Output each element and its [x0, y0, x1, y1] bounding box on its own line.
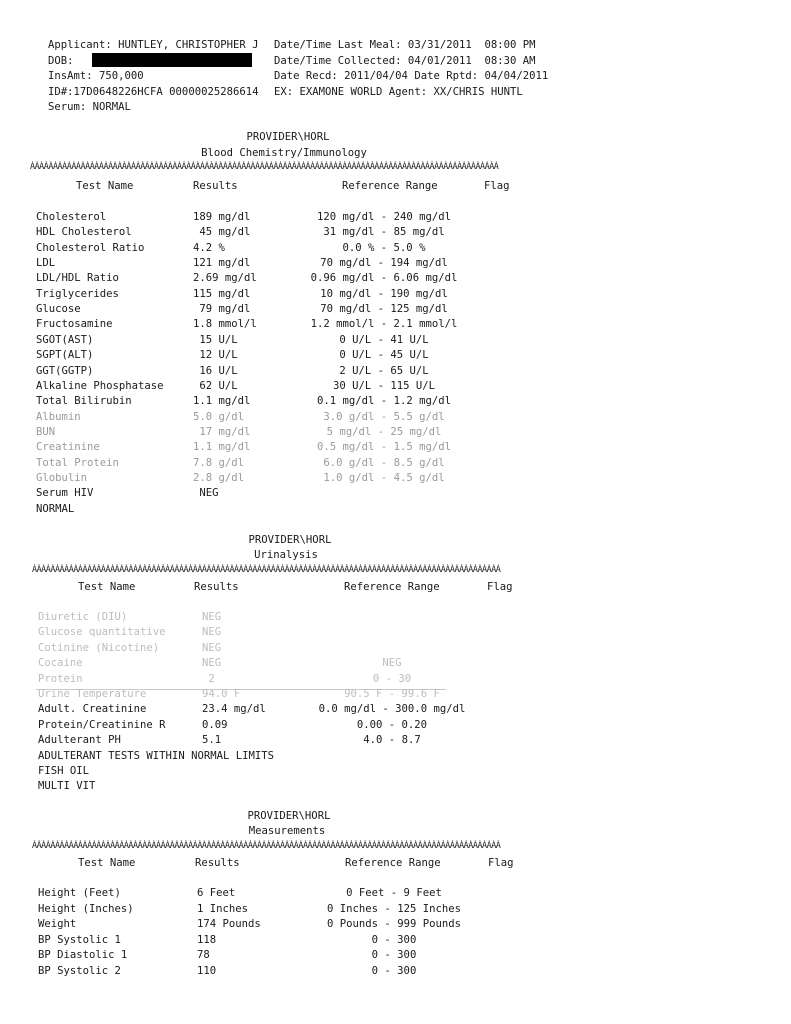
- test-name-cell: Weight: [38, 918, 77, 931]
- measure-col-reference: Reference Range: [345, 857, 441, 869]
- blood-separator: ÀÀÀÀÀÀÀÀÀÀÀÀÀÀÀÀÀÀÀÀÀÀÀÀÀÀÀÀÀÀÀÀÀÀÀÀÀÀÀÀÀÀÀÀÀÀÀÀÀÀÀÀÀÀÀÀÀÀÀÀÀÀÀÀÀÀÀÀÀÀÀÀÀÀÀÀÀÀÀÀÀÀÀÀÀÀÀÀÀÀÀÀÀÀÀÀÀÀÀÀÀÀ: [30, 161, 499, 171]
- result-cell: 62 U/L: [193, 379, 238, 392]
- applicant-id: ID#:17D0648226HCFA 00000025286614: [48, 86, 259, 98]
- reference-range-cell: 0 U/L - 41 U/L: [339, 333, 429, 346]
- reference-range-cell: 5 mg/dl - 25 mg/dl: [326, 425, 442, 438]
- reference-range-cell: 0 - 300: [371, 933, 417, 946]
- test-name-cell: Triglycerides: [36, 287, 119, 300]
- result-cell: 78: [197, 949, 210, 962]
- multi-vit-note: MULTI VIT: [38, 780, 96, 792]
- fish-oil-note: FISH OIL: [38, 765, 90, 777]
- reference-range-cell: 4.0 - 8.7: [363, 734, 421, 747]
- reference-range-cell: 6.0 g/dl - 8.5 g/dl: [323, 456, 445, 469]
- test-name-cell: Fructosamine: [36, 318, 113, 331]
- result-cell: 1.1 mg/dl: [193, 395, 251, 408]
- test-name-cell: LDL: [36, 257, 56, 270]
- urine-col-reference: Reference Range: [344, 581, 440, 593]
- reference-range-cell: 30 U/L - 115 U/L: [332, 379, 436, 392]
- reference-range-cell: 0 - 30: [372, 672, 412, 685]
- reference-range-cell: 90.5 F - 99.6 F: [344, 688, 440, 700]
- blood-section-title: Blood Chemistry/Immunology: [201, 147, 367, 159]
- test-name-cell: Urine Temperature: [38, 688, 147, 700]
- test-name-cell: BP Diastolic 1: [38, 949, 128, 962]
- test-name-cell: HDL Cholesterol: [36, 226, 132, 239]
- test-name-cell: Total Protein: [36, 456, 119, 469]
- result-cell: 94.0 F: [202, 688, 241, 700]
- reference-range-cell: 0.96 mg/dl - 6.06 mg/dl: [310, 272, 458, 285]
- reference-range-cell: 0.0 % - 5.0 %: [342, 241, 426, 254]
- reference-range-cell: 0 Pounds - 999 Pounds: [327, 918, 461, 931]
- blood-col-flag: Flag: [484, 180, 510, 192]
- result-cell: 12 U/L: [193, 349, 238, 362]
- adulterant-note: ADULTERANT TESTS WITHIN NORMAL LIMITS: [38, 750, 274, 762]
- result-cell: 121 mg/dl: [193, 257, 251, 270]
- measure-col-test-name: Test Name: [78, 857, 136, 869]
- test-name-cell: GGT(GGTP): [36, 364, 94, 377]
- reference-range-cell: 1.0 g/dl - 4.5 g/dl: [323, 471, 445, 484]
- result-cell: NEG: [202, 611, 222, 623]
- reference-range-cell: 2 U/L - 65 U/L: [339, 364, 429, 377]
- test-name-cell: Albumin: [36, 410, 81, 423]
- reference-range-cell: 3.0 g/dl - 5.5 g/dl: [323, 410, 445, 423]
- reference-range-cell: 70 mg/dl - 125 mg/dl: [320, 303, 448, 316]
- test-name-cell: BUN: [36, 425, 56, 438]
- urine-separator: ÀÀÀÀÀÀÀÀÀÀÀÀÀÀÀÀÀÀÀÀÀÀÀÀÀÀÀÀÀÀÀÀÀÀÀÀÀÀÀÀÀÀÀÀÀÀÀÀÀÀÀÀÀÀÀÀÀÀÀÀÀÀÀÀÀÀÀÀÀÀÀÀÀÀÀÀÀÀÀÀÀÀÀÀÀÀÀÀÀÀÀÀÀÀÀÀÀÀÀÀÀÀ: [32, 564, 501, 574]
- test-name-cell: Creatinine: [36, 441, 100, 454]
- reference-range-cell: NEG: [382, 657, 402, 670]
- blood-provider: PROVIDER\HORL: [246, 131, 330, 143]
- measure-section-title: Measurements: [248, 825, 326, 837]
- test-name-cell: Cocaine: [38, 657, 83, 670]
- blood-col-test-name: Test Name: [76, 180, 134, 192]
- result-cell: 1.1 mg/dl: [193, 441, 251, 454]
- measure-col-flag: Flag: [488, 857, 514, 869]
- urine-col-test-name: Test Name: [78, 581, 136, 593]
- test-name-cell: Cotinine (Nicotine): [38, 641, 160, 654]
- insurance-amount: InsAmt: 750,000: [48, 70, 144, 82]
- reference-range-cell: 31 mg/dl - 85 mg/dl: [323, 226, 445, 239]
- test-name-cell: LDL/HDL Ratio: [36, 272, 119, 285]
- reference-range-cell: 0 Feet - 9 Feet: [346, 887, 442, 899]
- reference-range-cell: 0.1 mg/dl - 1.2 mg/dl: [317, 395, 451, 408]
- blood-col-results: Results: [193, 180, 238, 192]
- result-cell: 189 mg/dl: [193, 211, 251, 223]
- result-cell: NEG: [193, 487, 219, 500]
- result-cell: 45 mg/dl: [193, 226, 251, 239]
- test-name-cell: Total Bilirubin: [36, 395, 132, 408]
- reference-range-cell: 0 - 300: [371, 949, 417, 962]
- result-cell: 4.2 %: [193, 241, 225, 254]
- dob-label: DOB:: [48, 55, 74, 67]
- result-cell: 16 U/L: [193, 364, 238, 377]
- result-cell: 79 mg/dl: [193, 303, 251, 316]
- test-name-cell: BP Systolic 1: [38, 933, 121, 946]
- reference-range-cell: 1.2 mmol/l - 2.1 mmol/l: [310, 318, 458, 331]
- test-name-cell: SGPT(ALT): [36, 349, 94, 362]
- result-cell: 115 mg/dl: [193, 287, 251, 300]
- test-name-cell: Glucose: [36, 303, 81, 316]
- test-name-cell: Protein: [38, 672, 83, 685]
- test-name-cell: Cholesterol: [36, 211, 107, 223]
- test-name-cell: Adulterant PH: [38, 734, 121, 747]
- result-cell: 0.09: [202, 718, 228, 731]
- reference-range-cell: 0.00 - 0.20: [356, 718, 428, 731]
- result-cell: 2.69 mg/dl: [193, 272, 257, 285]
- measure-separator: ÀÀÀÀÀÀÀÀÀÀÀÀÀÀÀÀÀÀÀÀÀÀÀÀÀÀÀÀÀÀÀÀÀÀÀÀÀÀÀÀÀÀÀÀÀÀÀÀÀÀÀÀÀÀÀÀÀÀÀÀÀÀÀÀÀÀÀÀÀÀÀÀÀÀÀÀÀÀÀÀÀÀÀÀÀÀÀÀÀÀÀÀÀÀÀÀÀÀÀÀÀÀ: [32, 840, 501, 850]
- result-cell: 7.8 g/dl: [193, 456, 245, 469]
- result-cell: NEG: [202, 641, 222, 654]
- result-cell: 110: [197, 965, 217, 977]
- result-cell: 5.0 g/dl: [193, 410, 245, 423]
- blood-col-reference: Reference Range: [342, 180, 438, 192]
- urine-col-flag: Flag: [487, 581, 513, 593]
- reference-range-cell: 0.0 mg/dl - 300.0 mg/dl: [318, 703, 466, 716]
- test-name-cell: Alkaline Phosphatase: [36, 379, 164, 392]
- reference-range-cell: 10 mg/dl - 190 mg/dl: [320, 287, 448, 300]
- urine-col-results: Results: [194, 581, 239, 593]
- test-name-cell: Cholesterol Ratio: [36, 241, 145, 254]
- result-cell: 1.8 mmol/l: [193, 318, 257, 331]
- redacted-dob: [92, 53, 252, 67]
- test-name-cell: Height (Inches): [38, 902, 134, 915]
- test-name-cell: Globulin: [36, 471, 88, 484]
- collected-datetime: Date/Time Collected: 04/01/2011 08:30 AM: [274, 55, 536, 67]
- test-name-cell: Serum HIV: [36, 487, 94, 500]
- blood-footer: NORMAL: [36, 503, 75, 515]
- measure-provider: PROVIDER\HORL: [247, 810, 331, 822]
- result-cell: 15 U/L: [193, 333, 238, 346]
- result-cell: 2.8 g/dl: [193, 471, 245, 484]
- result-cell: 2: [202, 672, 215, 685]
- result-cell: 17 mg/dl: [193, 425, 251, 438]
- test-name-cell: Protein/Creatinine R: [38, 718, 166, 731]
- reference-range-cell: 70 mg/dl - 194 mg/dl: [320, 257, 448, 270]
- urine-section-title: Urinalysis: [254, 549, 318, 561]
- result-cell: 5.1: [202, 734, 222, 747]
- reference-range-cell: 0 - 300: [371, 965, 417, 977]
- received-reported-dates: Date Recd: 2011/04/04 Date Rptd: 04/04/2011: [274, 70, 549, 82]
- reference-range-cell: 0 Inches - 125 Inches: [327, 902, 461, 915]
- urine-provider: PROVIDER\HORL: [248, 534, 332, 546]
- test-name-cell: Glucose quantitative: [38, 626, 166, 639]
- result-cell: 23.4 mg/dl: [202, 703, 266, 716]
- result-cell: NEG: [202, 657, 222, 670]
- result-cell: 174 Pounds: [197, 918, 261, 931]
- test-name-cell: BP Systolic 2: [38, 965, 121, 977]
- reference-range-cell: 120 mg/dl - 240 mg/dl: [317, 211, 451, 223]
- last-meal: Date/Time Last Meal: 03/31/2011 08:00 PM: [274, 39, 536, 51]
- test-name-cell: Diuretic (DIU): [38, 611, 128, 623]
- serum-status: Serum: NORMAL: [48, 101, 131, 113]
- reference-range-cell: 0.5 mg/dl - 1.5 mg/dl: [317, 441, 451, 454]
- test-name-cell: Height (Feet): [38, 887, 121, 899]
- reference-range-cell: 0 U/L - 45 U/L: [339, 349, 429, 362]
- exam-agent: EX: EXAMONE WORLD Agent: XX/CHRIS HUNTL: [274, 86, 523, 98]
- measure-col-results: Results: [195, 857, 240, 869]
- result-cell: NEG: [202, 626, 222, 639]
- applicant-name: Applicant: HUNTLEY, CHRISTOPHER J: [48, 39, 259, 51]
- test-name-cell: Adult. Creatinine: [38, 703, 147, 716]
- test-name-cell: SGOT(AST): [36, 333, 94, 346]
- result-cell: 6 Feet: [197, 887, 236, 899]
- result-cell: 1 Inches: [197, 902, 249, 915]
- result-cell: 118: [197, 933, 217, 946]
